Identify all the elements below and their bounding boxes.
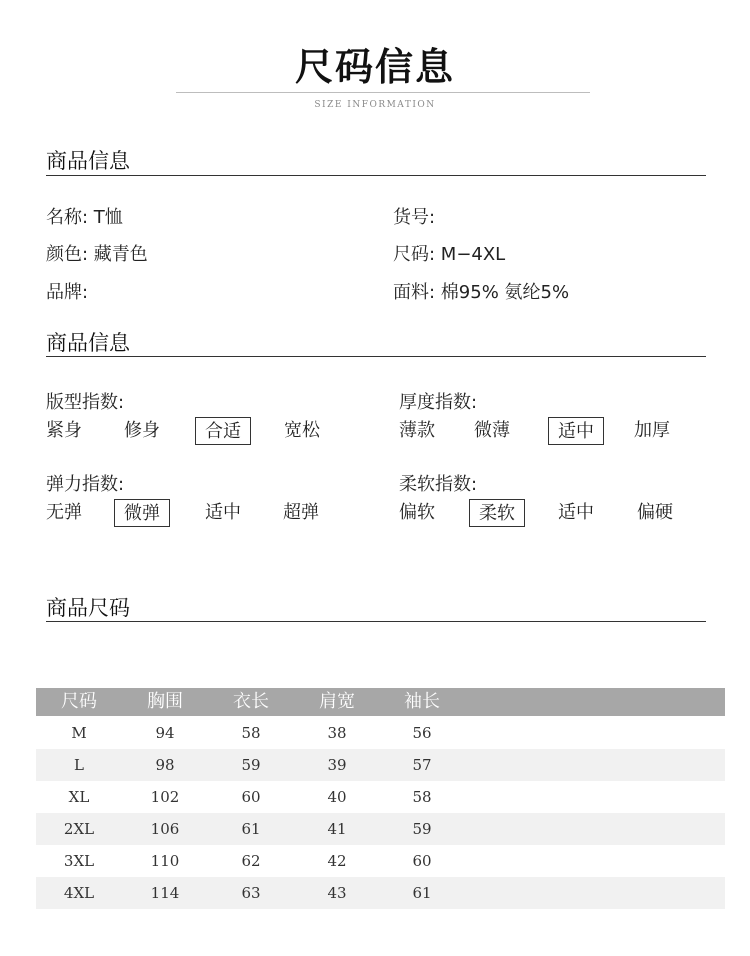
- table-cell: L: [74, 756, 84, 774]
- table-cell: M: [71, 724, 87, 742]
- elasticity-option: 超弹: [283, 502, 319, 523]
- table-cell: 42: [327, 852, 347, 870]
- thickness-option-selected: 适中: [548, 417, 604, 445]
- table-row: [36, 877, 725, 909]
- elasticity-option-selected: 微弹: [114, 499, 170, 527]
- table-cell: 2XL: [63, 820, 95, 838]
- elasticity-option: 适中: [205, 502, 241, 523]
- size-table-heading: 商品尺码: [46, 596, 130, 620]
- table-cell: 57: [412, 756, 432, 774]
- softness-option: 偏硬: [637, 502, 673, 523]
- table-header-cell: 尺码: [61, 691, 97, 712]
- thickness-option: 薄款: [399, 420, 435, 441]
- elasticity-option: 无弹: [46, 502, 82, 523]
- section-divider: [46, 356, 706, 357]
- softness-index-label: 柔软指数:: [399, 474, 478, 495]
- fit-option-selected: 合适: [195, 417, 251, 445]
- softness-option: 适中: [558, 502, 594, 523]
- table-cell: 59: [241, 756, 261, 774]
- softness-option-selected: 柔软: [469, 499, 525, 527]
- page-title: 尺码信息: [294, 45, 455, 89]
- table-cell: 106: [150, 820, 180, 838]
- softness-option: 偏软: [399, 502, 435, 523]
- product-brand: 品牌:: [46, 282, 89, 303]
- table-row: [36, 813, 725, 845]
- table-cell: 3XL: [63, 852, 95, 870]
- table-cell: 114: [150, 884, 180, 902]
- table-cell: 58: [241, 724, 261, 742]
- table-cell: 98: [155, 756, 175, 774]
- title-divider: [176, 92, 590, 93]
- table-row: [36, 749, 725, 781]
- fit-option: 宽松: [284, 420, 320, 441]
- table-cell: 62: [241, 852, 261, 870]
- table-cell: XL: [68, 788, 90, 806]
- table-cell: 63: [241, 884, 261, 902]
- indices-heading: 商品信息: [46, 331, 130, 355]
- product-name: 名称: T恤: [46, 207, 123, 228]
- product-info-heading: 商品信息: [46, 149, 130, 173]
- table-cell: 40: [327, 788, 347, 806]
- section-divider: [46, 175, 706, 176]
- fit-option: 紧身: [46, 420, 82, 441]
- fit-index-label: 版型指数:: [46, 392, 125, 413]
- table-cell: 4XL: [63, 884, 95, 902]
- item-number: 货号:: [393, 207, 436, 228]
- page-subtitle: SIZE INFORMATION: [314, 100, 436, 110]
- thickness-option: 微薄: [474, 420, 510, 441]
- table-cell: 61: [241, 820, 261, 838]
- table-cell: 94: [155, 724, 175, 742]
- thickness-index-label: 厚度指数:: [399, 392, 478, 413]
- section-divider: [46, 621, 706, 622]
- table-cell: 60: [241, 788, 261, 806]
- table-cell: 38: [327, 724, 347, 742]
- product-color: 颜色: 藏青色: [46, 244, 148, 265]
- table-header-cell: 肩宽: [319, 691, 355, 712]
- table-cell: 41: [327, 820, 347, 838]
- fit-option: 修身: [124, 420, 160, 441]
- table-cell: 58: [412, 788, 432, 806]
- table-cell: 43: [327, 884, 347, 902]
- elasticity-index-label: 弹力指数:: [46, 474, 125, 495]
- table-cell: 56: [412, 724, 432, 742]
- table-header-cell: 衣长: [233, 691, 269, 712]
- table-header-cell: 胸围: [147, 691, 183, 712]
- table-cell: 59: [412, 820, 432, 838]
- table-cell: 60: [412, 852, 432, 870]
- table-row: [36, 845, 725, 877]
- thickness-option: 加厚: [634, 420, 670, 441]
- table-cell: 39: [327, 756, 347, 774]
- table-cell: 102: [150, 788, 180, 806]
- product-fabric: 面料: 棉95% 氨纶5%: [393, 282, 570, 303]
- product-size-range: 尺码: M−4XL: [393, 244, 506, 265]
- table-row: [36, 781, 725, 813]
- table-cell: 61: [412, 884, 432, 902]
- table-header-cell: 袖长: [404, 691, 440, 712]
- table-cell: 110: [150, 852, 180, 870]
- size-table-header: [36, 688, 725, 716]
- table-row: [36, 717, 725, 749]
